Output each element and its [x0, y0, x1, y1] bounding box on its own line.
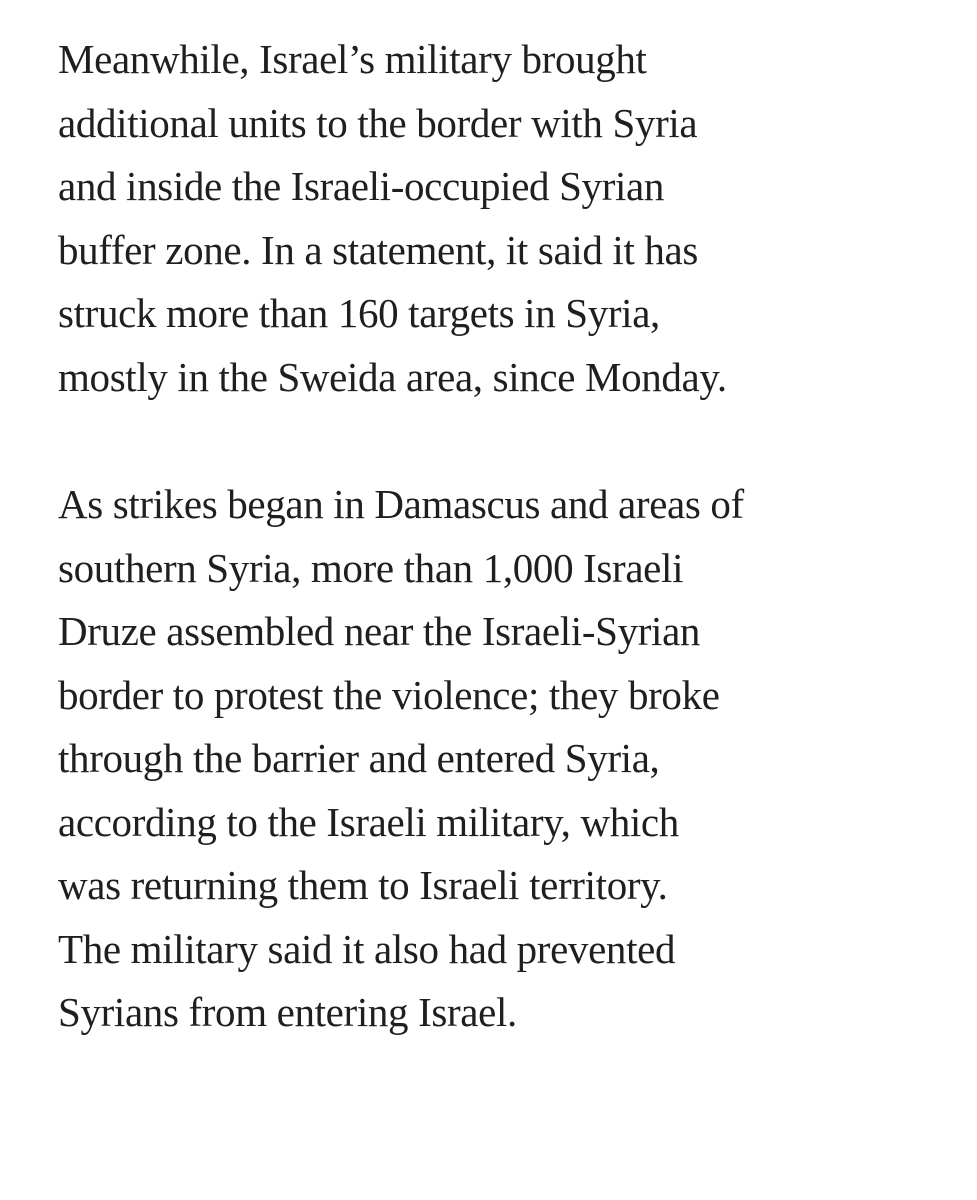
- paragraph-line: additional units to the border with Syria: [58, 99, 698, 146]
- paragraph-line: southern Syria, more than 1,000 Israeli: [58, 544, 684, 591]
- paragraph-line: and inside the Israeli-occupied Syrian: [58, 163, 665, 209]
- paragraph-line: was returning them to Israeli territory.: [58, 862, 668, 908]
- paragraph-line: As strikes began in Damascus and areas of: [58, 481, 744, 527]
- paragraph-line: The military said it also had prevented: [58, 925, 676, 972]
- paragraph-line: according to the Israeli military, which: [58, 798, 679, 845]
- article-paragraph-1: [58, 28, 938, 409]
- paragraph-line: Meanwhile, Israel’s military brought: [58, 36, 647, 82]
- paragraph-line: through the barrier and entered Syria,: [58, 735, 660, 781]
- paragraph-line: Syrians from entering Israel.: [58, 989, 517, 1035]
- article-paragraph-2: [58, 473, 938, 1045]
- paragraph-line: Druze assembled near the Israeli-Syrian: [58, 608, 701, 654]
- paragraph-line: mostly in the Sweida area, since Monday.: [58, 353, 727, 400]
- paragraph-line: buffer zone. In a statement, it said it has: [58, 226, 698, 273]
- paragraph-line: struck more than 160 targets in Syria,: [58, 290, 660, 336]
- article-body: [58, 28, 938, 1045]
- paragraph-line: border to protest the violence; they broke: [58, 671, 720, 718]
